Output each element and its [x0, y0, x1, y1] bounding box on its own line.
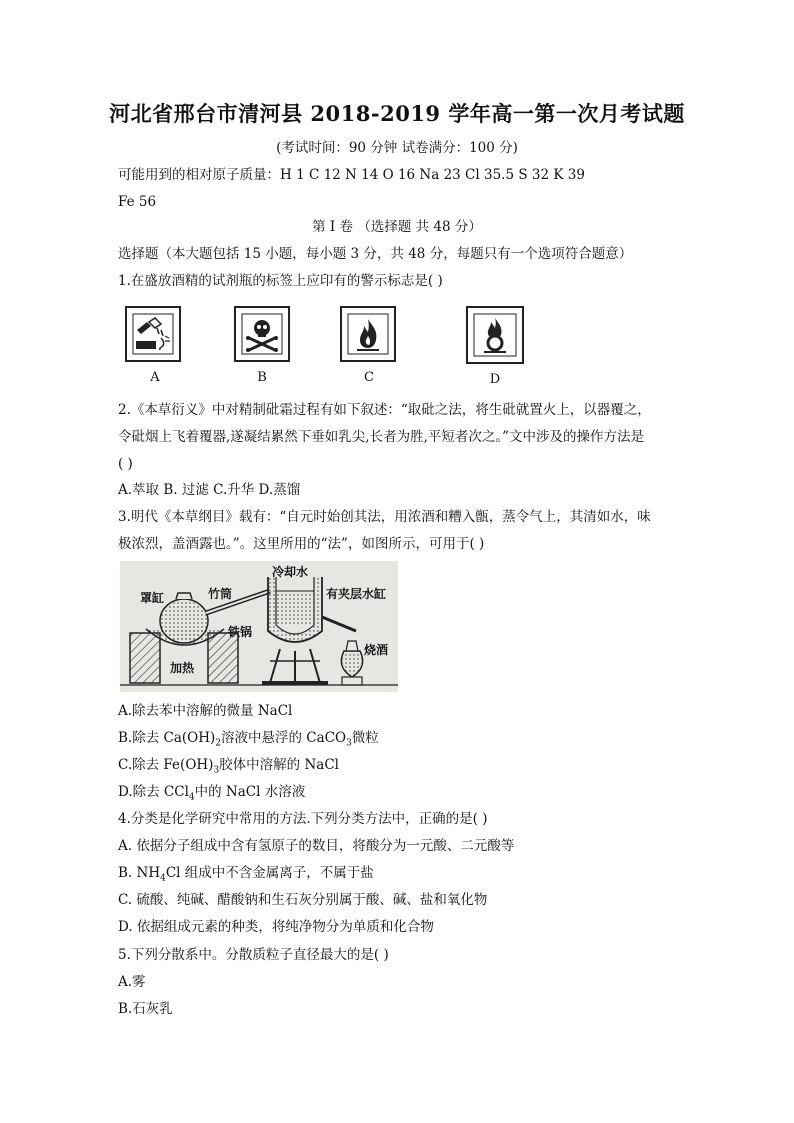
- question-2-options: A.萃取 B. 过滤 C.升华 D.蒸馏: [118, 482, 301, 498]
- section-title: 第 I 卷 （选择题 共 48 分）: [312, 219, 482, 235]
- exam-title: 河北省邢台市清河县 2018-2019 学年高一第一次月考试题: [109, 101, 685, 126]
- label-jacketed-jar: 有夹层水缸: [326, 587, 387, 601]
- question-5-stem: 5.下列分散系中。分散质粒子直径最大的是( ): [118, 947, 389, 963]
- atomic-mass-line-2: Fe 56: [118, 194, 157, 210]
- flammable-flame-icon: [340, 306, 396, 362]
- question-2-line-1: 2.《本草衍义》中对精制砒霜过程有如下叙述：“取砒之法，将生砒就置火上，以器覆之，: [118, 402, 651, 418]
- exam-info: (考试时间：90 分钟 试卷满分：100 分): [276, 140, 518, 156]
- oxidizer-flame-over-circle-icon: [466, 306, 524, 364]
- label-heating: 加热: [170, 661, 195, 675]
- question-1-label-a: A: [150, 370, 160, 385]
- question-1-stem: 1.在盛放酒精的试剂瓶的标签上应印有的警示标志是( ): [118, 273, 443, 289]
- question-4-stem: 4.分类是化学研究中常用的方法.下列分类方法中，正确的是( ): [118, 811, 488, 827]
- question-4-option-c: C. 硫酸、纯碱、醋酸钠和生石灰分别属于酸、碱、盐和氧化物: [118, 892, 488, 908]
- toxic-skull-icon: [234, 306, 290, 362]
- corrosive-icon: [125, 306, 181, 362]
- label-bamboo-tube: 竹筒: [208, 587, 233, 601]
- question-3-option-b: B.除去 $Ca(OH)_2$溶液中悬浮的 CaCO$_3$微粒: [118, 730, 379, 749]
- question-3-option-c: C.除去 $Fe(OH)_3$胶体中溶解的 NaCl: [118, 757, 339, 776]
- question-4-option-b: B. $NH_4Cl$ 组成中不含金属离子，不属于盐: [118, 865, 374, 884]
- label-cooling-water: 冷却水: [272, 565, 309, 579]
- atomic-mass-line-1: 可能用到的相对原子质量：H 1 C 12 N 14 O 16 Na 23 Cl 35.5 S 32 K 39: [118, 167, 585, 183]
- label-liquor: 烧酒: [364, 643, 389, 657]
- question-5-option-a: A.雾: [118, 974, 146, 990]
- distillation-apparatus-diagram: [120, 561, 398, 692]
- question-4-option-a: A. 依据分子组成中含有氢原子的数目，将酸分为一元酸、二元酸等: [118, 838, 515, 854]
- question-4-option-d: D. 依据组成元素的种类，将纯净物分为单质和化合物: [118, 919, 434, 935]
- question-1-label-d: D: [489, 372, 501, 387]
- question-1-label-c: C: [364, 370, 374, 385]
- question-5-option-b: B.石灰乳: [118, 1001, 173, 1017]
- question-3-option-d: D.除去 CCl$_4$中的 NaCl 水溶液: [118, 784, 306, 803]
- question-3-line-1: 3.明代《本草纲目》载有：“自元时始创其法，用浓酒和糟入甑，蒸令气上，其清如水，味: [118, 509, 651, 525]
- label-cover-jar: 罩缸: [140, 591, 165, 605]
- question-3-option-a: A.除去苯中溶解的微量 NaCl: [118, 703, 293, 719]
- question-3-line-2: 极浓烈，盖酒露也。”。这里所用的“法”，如图所示，可用于( ): [118, 536, 485, 552]
- label-iron-pot: 铁锅: [228, 625, 253, 639]
- section-instructions: 选择题（本大题包括 15 小题，每小题 3 分，共 48 分，每题只有一个选项符合题意）: [118, 246, 633, 262]
- question-2-line-3: ( ): [118, 456, 133, 472]
- question-2-line-2: 令砒烟上飞着覆器,遂凝结累然下垂如乳尖,长者为胜,平短者次之。”文中涉及的操作方法是: [118, 429, 645, 445]
- question-1-label-b: B: [257, 370, 267, 385]
